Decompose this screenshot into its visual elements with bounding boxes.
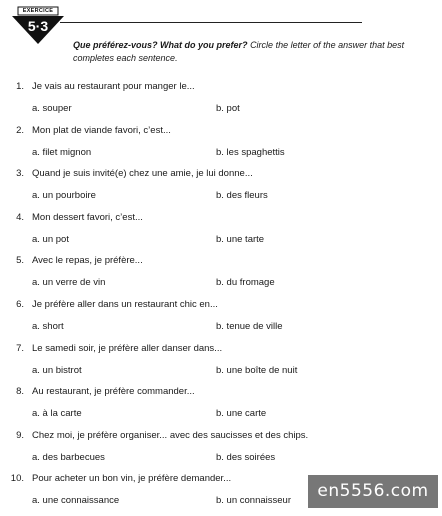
answer-choice-b[interactable]: b. tenue de ville <box>216 320 283 332</box>
question-number: 2. <box>16 124 24 136</box>
exercise-number: 5·3 <box>27 18 49 34</box>
answer-choice-b[interactable]: b. une carte <box>216 408 267 420</box>
answer-choice-b[interactable]: b. un connaisseur <box>216 495 291 507</box>
question-text: Mon plat de viande favori, c’est... <box>32 124 171 136</box>
question-item <box>0 429 442 473</box>
question-item <box>0 167 442 211</box>
question-number: 3. <box>16 168 24 180</box>
question-item <box>0 124 442 168</box>
question-number: 7. <box>16 342 24 354</box>
instruction-english: What do you prefer? <box>160 40 248 50</box>
exercise-badge <box>8 6 68 46</box>
answer-choice-a[interactable]: a. à la carte <box>32 408 82 420</box>
exercise-label: EXERCICE <box>22 8 54 14</box>
question-text: Je préfère aller dans un restaurant chic en... <box>32 298 218 310</box>
answer-choice-a[interactable]: a. un verre de vin <box>32 277 106 289</box>
question-text: Le samedi soir, je préfère aller danser dans... <box>32 342 223 354</box>
answer-choice-a[interactable]: a. filet mignon <box>32 146 92 158</box>
question-text: Au restaurant, je préfère commander... <box>32 386 195 398</box>
question-text: Chez moi, je préfère organiser... avec des saucisses et des chips. <box>32 429 309 441</box>
question-number: 8. <box>16 386 24 398</box>
question-item <box>0 298 442 342</box>
answer-choice-a[interactable]: a. des barbecues <box>32 451 105 463</box>
answer-choice-b[interactable]: b. pot <box>216 103 240 114</box>
question-list <box>0 80 442 516</box>
watermark: en5556.com <box>308 475 438 508</box>
question-item <box>0 211 442 255</box>
question-item <box>0 254 442 298</box>
answer-choice-b[interactable]: b. des soirées <box>216 451 276 463</box>
question-item <box>0 385 442 429</box>
question-item <box>0 342 442 386</box>
answer-choice-b[interactable]: b. des fleurs <box>216 190 268 202</box>
answer-choice-a[interactable]: a. souper <box>32 103 72 114</box>
question-number: 5. <box>16 255 24 267</box>
question-number: 6. <box>16 298 24 310</box>
answer-choice-a[interactable]: a. un pot <box>32 233 69 245</box>
answer-choice-a[interactable]: a. un pourboire <box>32 190 96 202</box>
question-number: 1. <box>16 81 24 92</box>
question-text: Mon dessert favori, c’est... <box>32 211 143 223</box>
answer-choice-b[interactable]: b. les spaghettis <box>216 146 285 158</box>
answer-choice-a[interactable]: a. un bistrot <box>32 364 82 376</box>
answer-choice-b[interactable]: b. une boîte de nuit <box>216 364 298 376</box>
answer-choice-b[interactable]: b. du fromage <box>216 277 275 289</box>
question-text: Avec le repas, je préfère... <box>32 255 143 267</box>
instruction-directions: Circle the letter of the answer that best completes each sentence. <box>73 40 405 63</box>
question-text: Je vais au restaurant pour manger le... <box>32 81 195 92</box>
question-number: 4. <box>16 211 24 223</box>
answer-choice-a[interactable]: a. une connaissance <box>32 495 120 507</box>
instructions <box>73 39 435 65</box>
instruction-french: Que préférez-vous? <box>73 40 158 50</box>
question-item <box>0 80 442 124</box>
question-number: 9. <box>16 429 24 441</box>
answer-choice-b[interactable]: b. une tarte <box>216 233 265 245</box>
answer-choice-a[interactable]: a. short <box>32 320 64 332</box>
question-text: Pour acheter un bon vin, je préfère demander... <box>32 473 232 485</box>
question-number: 10. <box>10 473 24 485</box>
question-text: Quand je suis invité(e) chez une amie, je lui donne... <box>32 168 253 180</box>
header-rule <box>60 22 362 23</box>
